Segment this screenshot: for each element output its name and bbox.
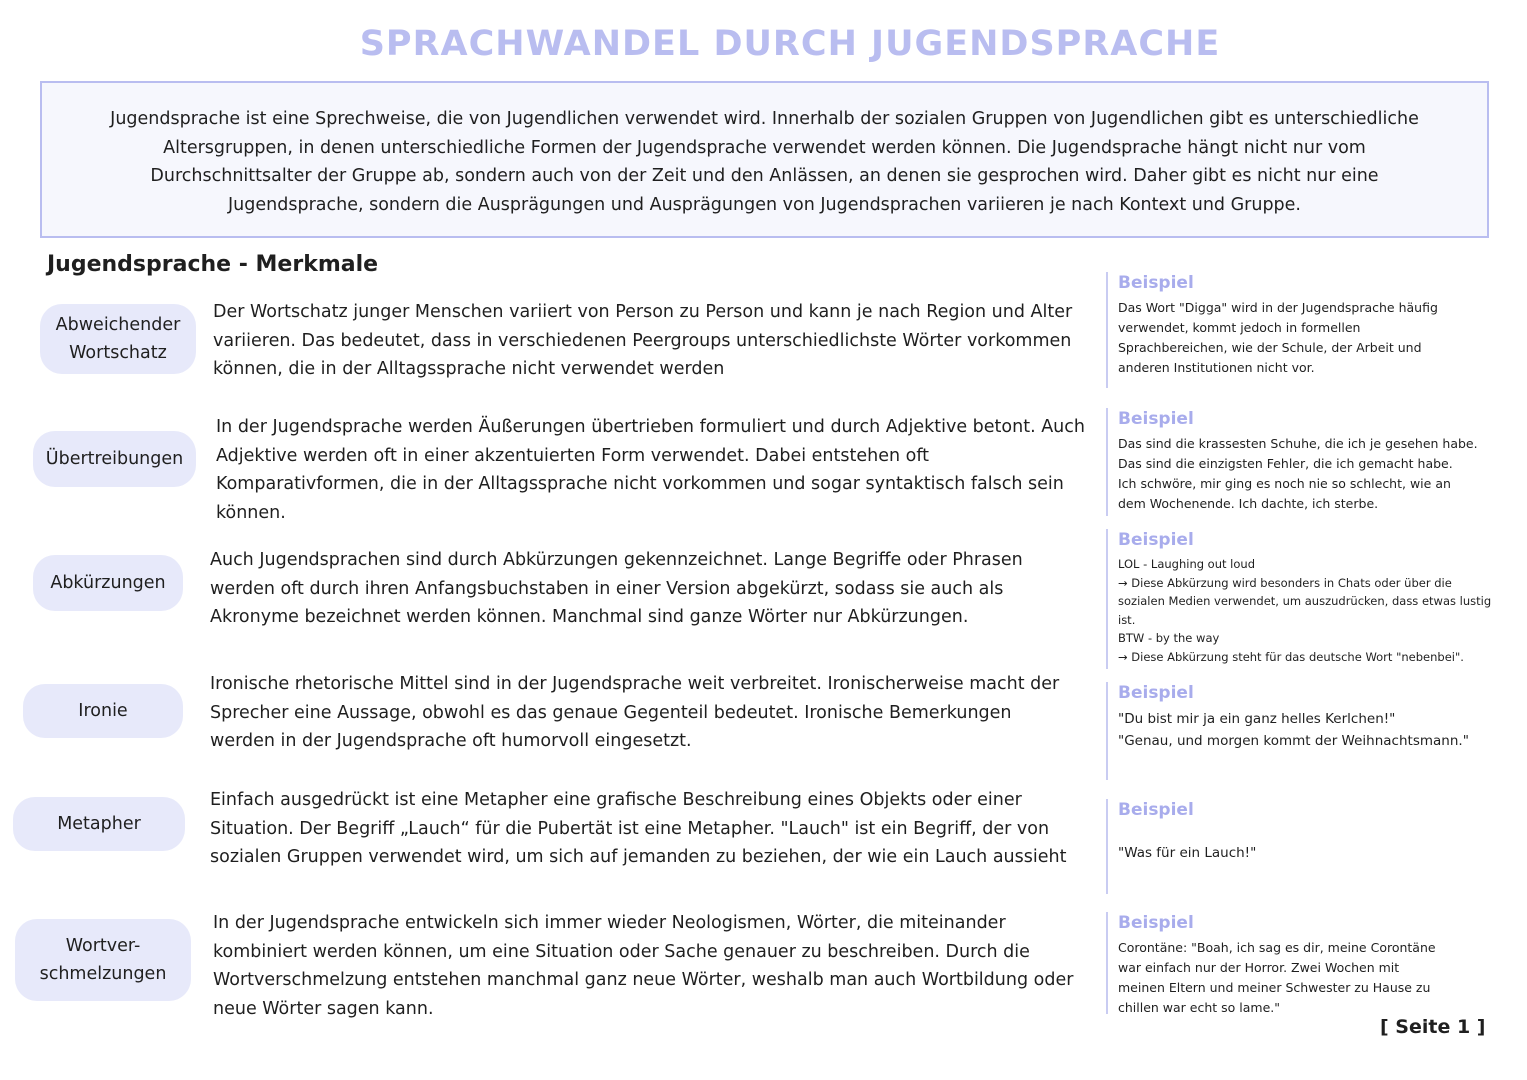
example-line: anderen Institutionen nicht vor. bbox=[1118, 360, 1315, 375]
feature-label-abkuerzungen bbox=[33, 555, 183, 611]
example-ironie bbox=[1106, 682, 1506, 780]
feature-text-uebertreibungen: In der Jugendsprache werden Äußerungen übertrieben formuliert und durch Adjektive betont. Auch Adjektive werden oft in einer akzentuierten Form verwendet. Dabei entstehen oft Komparativformen, die in der Alltagssprache nicht vorkommen und sogar syntaktisch falsch sein können. bbox=[216, 417, 1085, 523]
page-title: SPRACHWANDEL DURCH JUGENDSPRACHE bbox=[359, 24, 1221, 64]
example-line: Sprachbereichen, wie der Schule, der Arbeit und bbox=[1118, 340, 1422, 355]
example-title: Beispiel bbox=[1118, 530, 1194, 550]
feature-label-line: Wortver- bbox=[65, 936, 141, 956]
example-abkuerzungen bbox=[1106, 529, 1516, 669]
example-title: Beispiel bbox=[1118, 409, 1194, 429]
feature-label-metapher bbox=[13, 797, 185, 851]
example-line: ist. bbox=[1118, 612, 1136, 627]
feature-label-abweichender-wortschatz bbox=[40, 304, 196, 374]
page-number: [ Seite 1 ] bbox=[1380, 1016, 1486, 1038]
example-title: Beispiel bbox=[1118, 913, 1194, 933]
feature-label-wortverschmelzungen bbox=[15, 919, 191, 1001]
feature-text-metapher: Einfach ausgedrückt ist eine Metapher eine grafische Beschreibung eines Objekts oder einer Situation. Der Begriff „Lauch“ für die Pubertät ist eine Metapher. "Lauch" ist ein Begriff, der von sozialen Gruppen verwendet wird, um sich auf jemanden zu beziehen, der wie ein Lauch aussieht bbox=[210, 790, 1067, 867]
example-line: "Was für ein Lauch!" bbox=[1118, 845, 1257, 861]
example-title: Beispiel bbox=[1118, 683, 1194, 703]
example-line: Das sind die krassesten Schuhe, die ich je gesehen habe. bbox=[1118, 436, 1478, 451]
example-line: Ich schwöre, mir ging es noch nie so schlecht, wie an bbox=[1118, 476, 1451, 491]
example-line: LOL - Laughing out loud bbox=[1118, 557, 1255, 571]
example-abweichender-wortschatz bbox=[1106, 272, 1506, 388]
feature-label-line: schmelzungen bbox=[39, 964, 167, 984]
example-line: → Diese Abkürzung wird besonders in Chats oder über die bbox=[1118, 575, 1452, 590]
example-line: Das sind die einzigsten Fehler, die ich gemacht habe. bbox=[1118, 456, 1453, 471]
feature-label-ironie bbox=[23, 684, 183, 738]
example-line: dem Wochenende. Ich dachte, ich sterbe. bbox=[1118, 496, 1379, 511]
example-title: Beispiel bbox=[1118, 273, 1194, 293]
feature-label-line: Metapher bbox=[57, 814, 141, 834]
example-wortverschmelzungen bbox=[1106, 912, 1506, 1014]
example-metapher bbox=[1106, 799, 1506, 894]
feature-text-abweichender-wortschatz: Der Wortschatz junger Menschen variiert von Person zu Person und kann je nach Region und Alter variieren. Das bedeutet, dass in verschiedenen Peergroups unterschiedlichste Wörter vorkommen können, die in der Alltagssprache nicht verwendet werden bbox=[213, 302, 1073, 379]
example-line: BTW - by the way bbox=[1118, 631, 1220, 645]
section-heading: Jugendsprache - Merkmale bbox=[47, 252, 379, 277]
example-line: Corontäne: "Boah, ich sag es dir, meine Corontäne bbox=[1118, 940, 1436, 955]
feature-label-line: Abweichender bbox=[55, 315, 181, 335]
example-line: Das Wort "Digga" wird in der Jugendsprache häufig bbox=[1118, 300, 1438, 315]
example-line: sozialen Medien verwendet, um auszudrücken, dass etwas lustig bbox=[1118, 594, 1492, 608]
example-line: chillen war echt so lame." bbox=[1118, 1000, 1281, 1015]
example-line: war einfach nur der Horror. Zwei Wochen mit bbox=[1118, 960, 1400, 975]
example-line: verwendet, kommt jedoch in formellen bbox=[1118, 320, 1361, 335]
feature-text-ironie: Ironische rhetorische Mittel sind in der Jugendsprache weit verbreitet. Ironischerweise macht der Sprecher eine Aussage, obwohl es das genaue Gegenteil bedeutet. Ironische Bemerkungen werden in der Jugendsprache oft humorvoll eingesetzt. bbox=[210, 674, 1060, 751]
feature-label-line: Abkürzungen bbox=[50, 573, 166, 593]
feature-label-line: Wortschatz bbox=[69, 343, 167, 363]
example-title: Beispiel bbox=[1118, 800, 1194, 820]
intro-box: Jugendsprache ist eine Sprechweise, die von Jugendlichen verwendet wird. Innerhalb der sozialen Gruppen von Jugendlichen gibt es unterschiedliche Altersgruppen, in denen unterschiedliche Formen der Jugendsprache verwendet werden können. Die Jugendsprache hängt nicht nur vom Durchschnittsalter der Gruppe ab, sondern auch von der Zeit und den Anlässen, an denen sie gesprochen wird. Daher gibt es nicht nur eine Jugendsprache, sondern die Ausprägungen und Ausprägungen von Jugendsprachen variieren je nach Kontext und Gruppe. bbox=[40, 81, 1489, 238]
example-uebertreibungen bbox=[1106, 408, 1506, 516]
example-line: "Du bist mir ja ein ganz helles Kerlchen!" bbox=[1118, 711, 1396, 727]
feature-text-wortverschmelzungen: In der Jugendsprache entwickeln sich immer wieder Neologismen, Wörter, die miteinander kombiniert werden können, um eine Situation oder Sache genauer zu beschreiben. Durch die Wortverschmelzung entstehen manchmal ganz neue Wörter, weshalb man auch Wortbildung oder neue Wörter sagen kann. bbox=[213, 913, 1074, 1019]
example-line: meinen Eltern und meiner Schwester zu Hause zu bbox=[1118, 980, 1431, 995]
feature-label-uebertreibungen bbox=[33, 431, 196, 487]
example-line: → Diese Abkürzung steht für das deutsche Wort "nebenbei". bbox=[1118, 649, 1464, 664]
feature-label-line: Übertreibungen bbox=[45, 449, 184, 469]
example-line: "Genau, und morgen kommt der Weihnachtsmann." bbox=[1118, 733, 1469, 749]
feature-label-line: Ironie bbox=[78, 701, 128, 721]
feature-text-abkuerzungen: Auch Jugendsprachen sind durch Abkürzungen gekennzeichnet. Lange Begriffe oder Phrasen werden oft durch ihren Anfangsbuchstaben in einer Version abgekürzt, sodass sie auch als Akronyme bezeichnet werden können. Manchmal sind ganze Wörter nur Abkürzungen. bbox=[210, 550, 1023, 627]
